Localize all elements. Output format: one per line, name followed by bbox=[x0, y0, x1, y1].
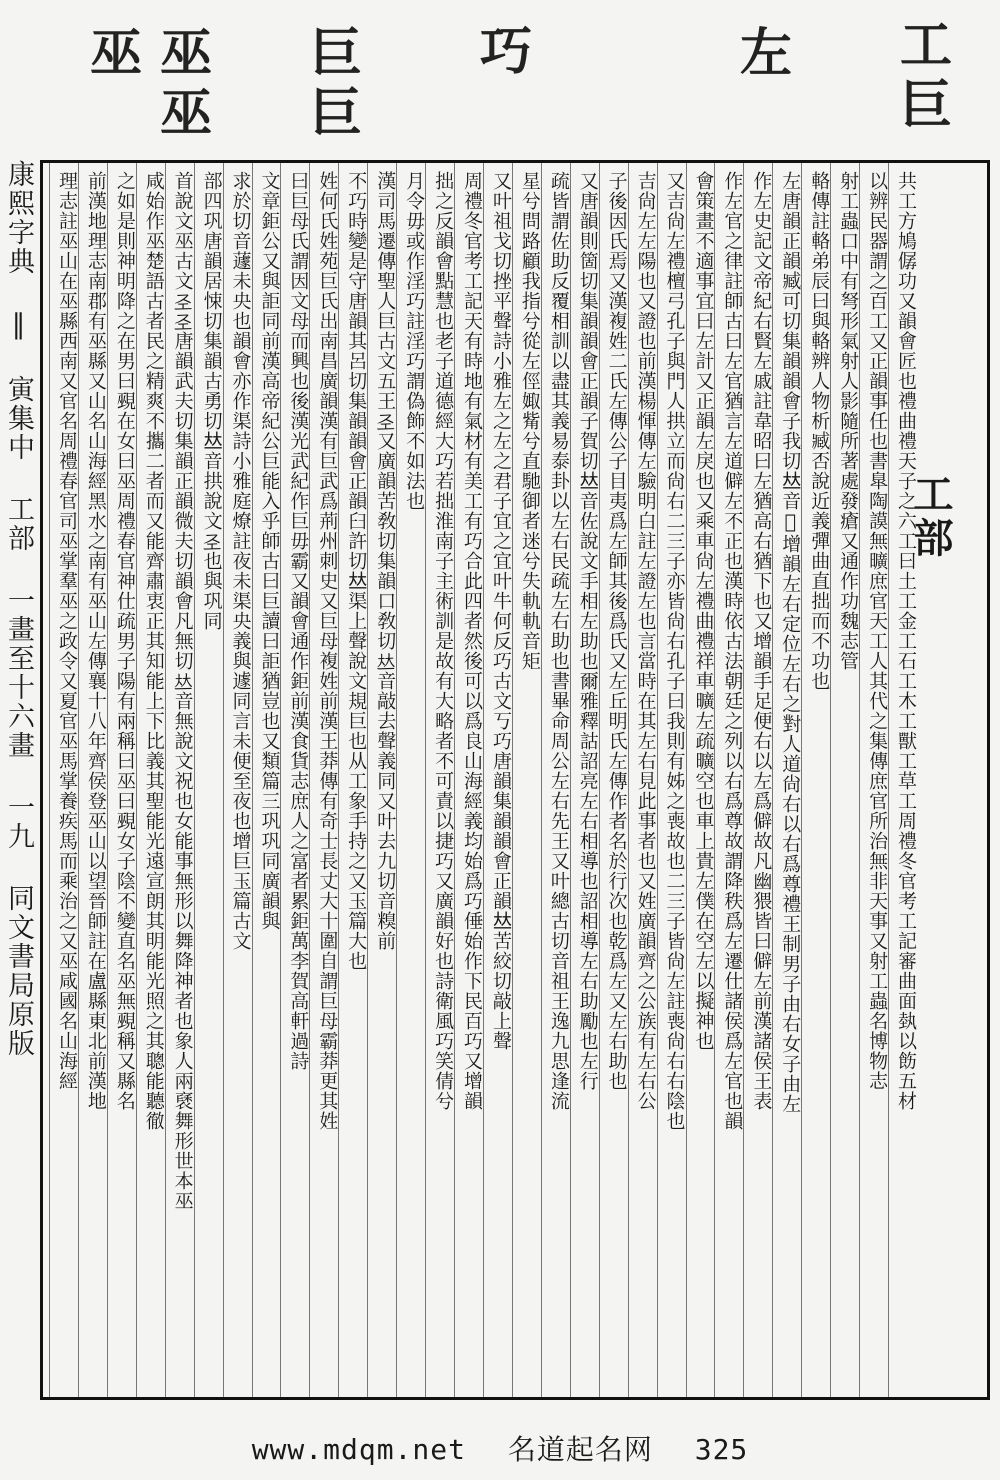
text-column: 作左史記文帝紀右賢左戚註韋昭曰左猶高右猶下也又增韻手足便右以左爲僻故凡幽猥皆曰僻左前漢諸侯王表 bbox=[750, 171, 773, 1111]
text-column: 周禮冬官考工記天有時地有氣材有美工有巧合此四者然後可以爲良山海經義均始爲巧倕始作下民百巧又增韻 bbox=[461, 171, 483, 1111]
text-column: 會策畫不適事宜曰左計又正韻左戾也又乘車尙左禮曲禮祥車曠左疏曠空也車上貴左僕在空左以擬神也 bbox=[692, 171, 715, 1051]
column-rule bbox=[454, 163, 455, 1397]
text-column: 又叶祖戈切挫平聲詩小雅左之左之君子宜之宜叶牛何反巧古文丂巧唐韻集韻韻會正韻𠀤苦絞切敲上聲 bbox=[489, 171, 512, 1051]
margin-collection: 寅集中 bbox=[3, 375, 34, 462]
margin-column: 康熙字典 ‖ 寅集中 工部 一畫至十六畫 一九 同文書局原版 bbox=[3, 160, 34, 1058]
footer-site-name: 名道起名网 bbox=[507, 1433, 653, 1466]
text-column: 部四巩唐韻居悚切集韻古勇切𠀤音拱說文𢀖也與巩同 bbox=[200, 171, 223, 631]
text-column: 共工方鳩僝功又韻會匠也禮曲禮天子之六工曰土工金工石工木工獸工草工周禮冬官考工記審曲面埶以飭五材 bbox=[895, 171, 917, 1111]
column-rule bbox=[396, 163, 397, 1397]
column-rule bbox=[425, 163, 426, 1397]
text-column: 疏皆謂佐助反覆相訓以盡其義易泰卦以左右民疏左右助也書畢命周公左右先王又叶總古切音祖王逸九思逢流 bbox=[547, 171, 570, 1111]
column-rule bbox=[49, 163, 50, 1397]
text-column: 求於切音蘧未央也韻會亦作渠詩小雅庭燎註夜未渠央義與遽同言未便至夜也增巨玉篇古文 bbox=[229, 171, 252, 951]
text-column: 咸始作巫楚語古者民之精爽不攜二者而又能齊肅衷正其知能上下比義其聖能光遠宣朗其明能光照之其聰能聽徹 bbox=[142, 171, 165, 1131]
text-column: 前漢地理志南郡有巫縣又山名山海經黑水之南有巫山左傳襄十八年齊侯登巫山以望晉師註在盧縣東北前漢地 bbox=[84, 171, 107, 1111]
text-column: 又吉尙左禮檀弓孔子與門人拱立而尙右二三子亦皆尙右孔子曰我則有姊之喪故也二三子皆尙左註喪尙右右陰也 bbox=[663, 171, 686, 1131]
seal-glyph: 巨 bbox=[310, 83, 363, 144]
margin-publisher: 同文書局原版 bbox=[3, 884, 34, 1058]
seal-glyph: 巫 bbox=[160, 83, 213, 144]
text-column: 拙之反韻會點慧也老子道德經大巧若拙淮南子主術訓是故有大略者不可責以捷巧又廣韻好也詩衛風巧笑倩兮 bbox=[432, 171, 455, 1111]
footer-page-number: 325 bbox=[694, 1433, 749, 1466]
seal-glyph: 巫 bbox=[90, 23, 143, 84]
footer-site-url[interactable]: www.mdqm.net bbox=[251, 1433, 466, 1466]
column-rule bbox=[512, 163, 513, 1397]
text-column: 曰巨母氏謂因文母而興也後漢光武紀作巨毋霸又韻會通作鉅前漢食貨志庶人之富者累鉅萬李賀高軒過詩 bbox=[287, 171, 310, 1071]
text-column: 不巧時變是守唐韻其呂切集韻韻會正韻臼許切𠀤渠上聲說文規巨也从工象手持之又玉篇大也 bbox=[345, 171, 368, 971]
text-column: 首說文巫古文𢀖𢀖唐韻武夫切集韻正韻微夫切韻會凡無切𠀤音無說文祝也女能事無形以舞降神者也象人兩褎舞形世本巫 bbox=[171, 171, 194, 1211]
text-column: 以辨民器謂之百工又正韻事任也書臯陶謨無曠庶官天工人其代之集傳庶官所治無非天事又射工蟲名博物志 bbox=[866, 171, 889, 1091]
column-rule bbox=[772, 163, 773, 1397]
column-rule bbox=[686, 163, 687, 1397]
text-column: 吉尙左左陽也又證也前漢楊惲傳左驗明白註左證左也言當時在其左右見此事者也又姓廣韻齊之公族有左右公 bbox=[634, 171, 657, 1111]
column-rule bbox=[338, 163, 339, 1397]
column-rule bbox=[252, 163, 253, 1397]
column-rule bbox=[801, 163, 802, 1397]
text-column: 姓何氏姓苑巨氏出南昌廣韻漢有巨武爲荊州刺史又巨母複姓前漢王莽傳有奇士長丈大十圍自謂巨母霸莽更其姓 bbox=[316, 171, 339, 1131]
text-column: 文章鉅公又與詎同前漢高帝紀公巨能入乎師古曰巨讀曰詎猶豈也又類篇三巩巩同廣韻與 bbox=[258, 171, 281, 931]
column-rule bbox=[367, 163, 368, 1397]
column-rule bbox=[859, 163, 860, 1397]
column-rule bbox=[628, 163, 629, 1397]
column-rule bbox=[830, 163, 831, 1397]
seal-glyph: 巨 bbox=[310, 23, 363, 84]
page-footer bbox=[0, 1428, 1000, 1468]
text-column: 作左官之律註師古曰左官猶言左道僻左不正也漢時依古法朝廷之列以右爲尊故謂降秩爲左遷仕諸侯爲左官也韻 bbox=[721, 171, 744, 1131]
text-column: 又唐韻則箇切集韻韻會正韻子賀切𠀤音佐說文手相左助也爾雅釋詁詔亮左右相導也詔相導左右助勵也左行 bbox=[576, 171, 599, 1091]
column-rule bbox=[309, 163, 310, 1397]
text-column: 子後因氏焉又漢複姓二氏左傳公子目夷爲左師其後爲氏又左丘明氏左傳作者名於行次也乾爲左又左右助也 bbox=[605, 171, 628, 1091]
column-rule bbox=[107, 163, 108, 1397]
column-rule bbox=[78, 163, 79, 1397]
margin-title: 康熙字典 bbox=[3, 160, 34, 276]
column-rule bbox=[136, 163, 137, 1397]
seal-script-header bbox=[60, 15, 960, 148]
text-column: 月令毋或作淫巧註淫巧謂偽飾不如法也 bbox=[403, 171, 426, 511]
margin-radical: 工部 bbox=[3, 495, 34, 553]
text-column: 射工蟲口中有弩形氣射人影隨所著處發瘡又通作功魏志管 bbox=[837, 171, 860, 671]
column-rule bbox=[599, 163, 600, 1397]
column-rule bbox=[888, 163, 889, 1397]
seal-glyph: 巨 bbox=[900, 75, 953, 136]
seal-glyph: 巧 bbox=[480, 21, 533, 82]
column-rule bbox=[714, 163, 715, 1397]
margin-strokes: 一畫至十六畫 bbox=[3, 586, 34, 760]
column-rule bbox=[743, 163, 744, 1397]
column-rule bbox=[483, 163, 484, 1397]
text-column: 理志註巫山在巫縣西南又官名周禮春官司巫掌羣巫之政令又夏官巫馬掌養疾馬而乘治之又巫咸國名山海經 bbox=[55, 171, 78, 1091]
seal-glyph: 工 bbox=[900, 15, 953, 76]
column-rule bbox=[657, 163, 658, 1397]
column-rule bbox=[541, 163, 542, 1397]
column-rule bbox=[194, 163, 195, 1397]
column-rule bbox=[223, 163, 224, 1397]
column-rule bbox=[570, 163, 571, 1397]
text-column: 之如是則神明降之在男曰覡在女曰巫周禮春官神仕疏男子陽有兩稱曰巫曰覡女子陰不變直名巫無覡稱又縣名 bbox=[113, 171, 136, 1111]
margin-page-number: 一九 bbox=[3, 793, 34, 851]
seal-glyph: 巫 bbox=[160, 23, 213, 84]
text-column: 星兮問路顧我指兮從左俓娵觜兮直馳御者迷兮失軌軌音矩 bbox=[518, 171, 541, 671]
dictionary-page bbox=[40, 160, 990, 1400]
seal-glyph: 左 bbox=[740, 23, 793, 84]
text-column: 輅傳註輅弟辰曰與輅辨人物析臧否說近義彈曲直拙而不功也 bbox=[808, 171, 831, 691]
column-rule bbox=[165, 163, 166, 1397]
text-column: 漢司馬遷傳聖人巨古文五王𢀖又廣韻苦敎切集韻口敎切𠀤音敲去聲義同又叶去九切音糗前 bbox=[374, 171, 397, 951]
section-title: 工部 bbox=[907, 473, 954, 561]
column-rule bbox=[280, 163, 281, 1397]
text-column: 左唐韻正韻臧可切集韻韻會子我切𠀤音𠡠增韻左右定位左右之對人道尙右以右爲尊禮王制男子由右女子由左 bbox=[779, 171, 802, 1114]
